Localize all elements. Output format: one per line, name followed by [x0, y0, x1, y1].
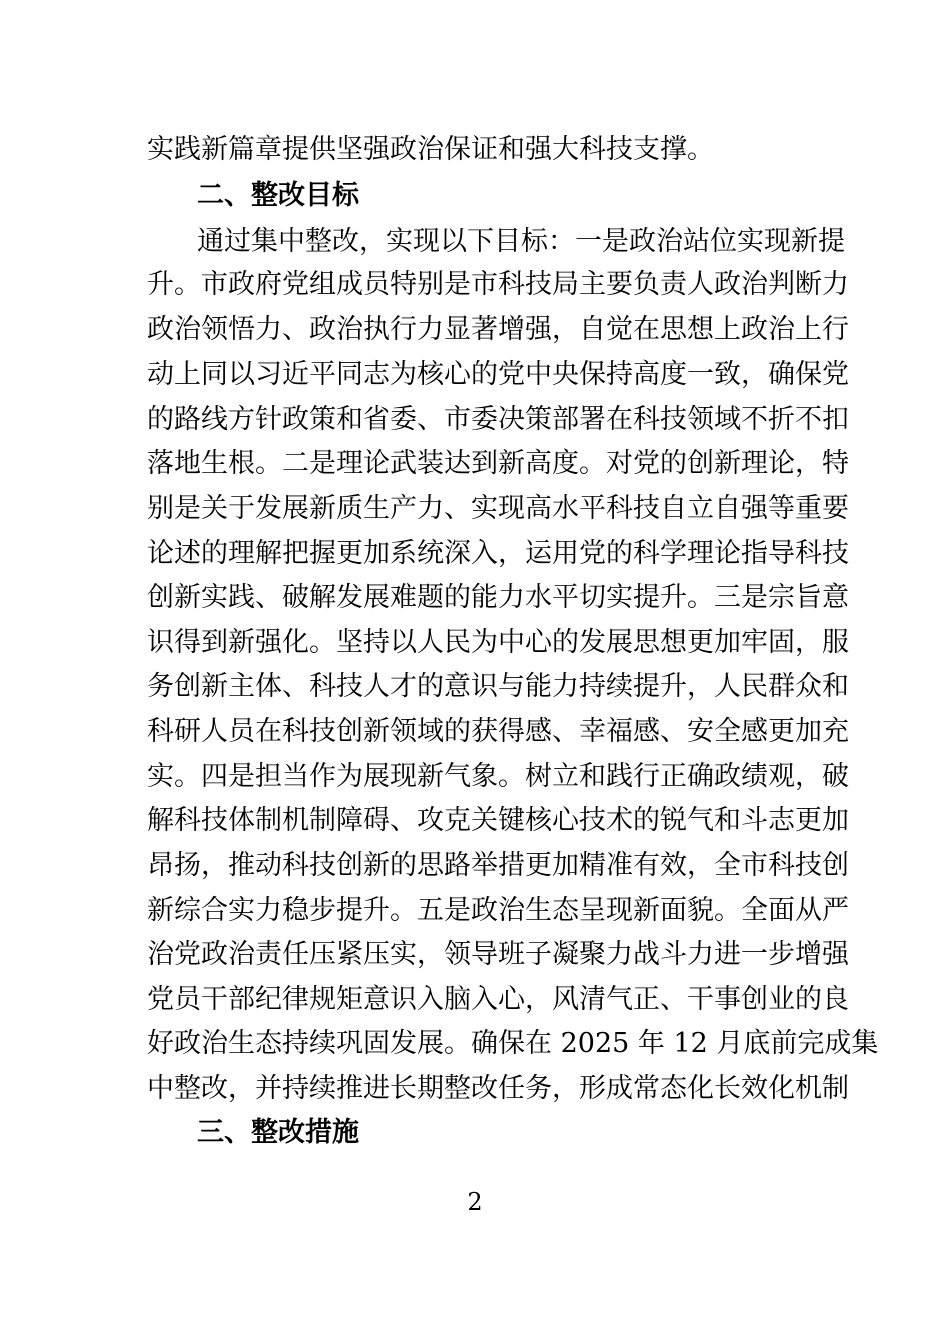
paragraph-line: 中整改，并持续推进长期整改任务，形成常态化长效化机制	[147, 1073, 849, 1104]
paragraph-line: 通过集中整改，实现以下目标：一是政治站位实现新提	[197, 226, 845, 257]
paragraph-line: 落地生根。二是理论武装达到新高度。对党的创新理论，特	[147, 448, 849, 479]
paragraph-line: 创新实践、破解发展难题的能力水平切实提升。三是宗旨意	[147, 582, 849, 613]
paragraph-line: 治党政治责任压紧压实，领导班子凝聚力战斗力进一步增强	[147, 939, 849, 970]
paragraph-line: 升。市政府党组成员特别是市科技局主要负责人政治判断力	[147, 269, 849, 300]
paragraph-line: 解科技体制机制障碍、攻克关键核心技术的锐气和斗志更加	[147, 805, 849, 836]
paragraph-line: 的路线方针政策和省委、市委决策部署在科技领域不折不扣	[147, 404, 849, 435]
paragraph-line: 昂扬，推动科技创新的思路举措更加精准有效，全市科技创	[147, 850, 849, 881]
paragraph-line: 动上同以习近平同志为核心的党中央保持高度一致，确保党	[147, 359, 849, 390]
page-number: 2	[467, 1188, 483, 1216]
paragraph-line: 别是关于发展新质生产力、实现高水平科技自立自强等重要	[147, 493, 849, 524]
paragraph-line: 务创新主体、科技人才的意识与能力持续提升，人民群众和	[147, 671, 849, 702]
paragraph-line: 论述的理解把握更加系统深入，运用党的科学理论指导科技	[147, 538, 849, 569]
paragraph-line: 识得到新强化。坚持以人民为中心的发展思想更加牢固，服	[147, 627, 849, 658]
paragraph-line: 新综合实力稳步提升。五是政治生态呈现新面貌。全面从严	[147, 895, 849, 926]
paragraph-line: 实践新篇章提供坚强政治保证和强大科技支撑。	[147, 134, 714, 165]
paragraph-line: 政治领悟力、政治执行力显著增强，自觉在思想上政治上行	[147, 314, 849, 345]
paragraph-line: 实。四是担当作为展现新气象。树立和践行正确政绩观，破	[147, 761, 849, 792]
paragraph-line: 党员干部纪律规矩意识入脑入心，风清气正、干事创业的良	[147, 984, 849, 1015]
section-heading-measures: 三、整改措施	[197, 1117, 359, 1148]
section-heading-goals: 二、整改目标	[197, 180, 359, 211]
paragraph-line: 好政治生态持续巩固发展。确保在 2025 年 12 月底前完成集	[147, 1028, 879, 1059]
paragraph-line: 科研人员在科技创新领域的获得感、幸福感、安全感更加充	[147, 716, 849, 747]
